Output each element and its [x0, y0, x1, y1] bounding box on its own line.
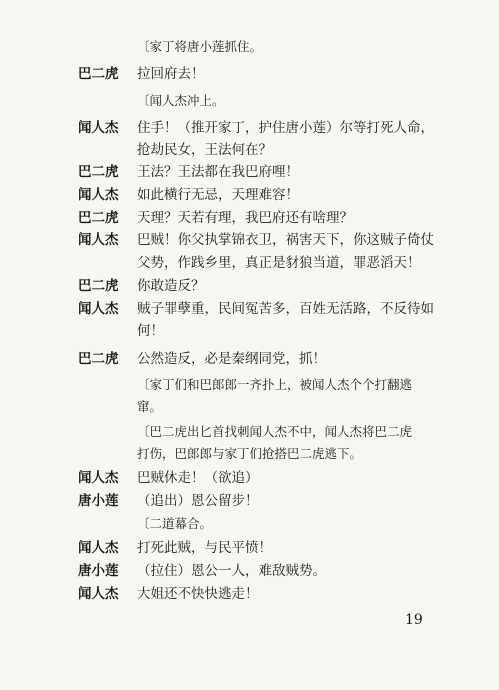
speaker-name: 闻人杰 — [78, 540, 119, 556]
dialogue-text: 拉回府去！ — [137, 66, 205, 82]
page-number: 19 — [405, 612, 423, 628]
dialogue-text: 抢劫民女，王法何在？ — [137, 142, 272, 158]
stage-direction: 〔二道幕合。 — [137, 516, 213, 531]
dialogue-text: 你敢造反？ — [137, 278, 205, 294]
speaker-name: 巴二虎 — [78, 66, 119, 82]
dialogue-text: 贼子罪孽重，民间冤苦多，百姓无活路，不反待如 — [137, 301, 434, 317]
speaker-name: 闻人杰 — [78, 586, 119, 602]
stage-direction: 〔家丁将唐小莲抓住。 — [137, 39, 263, 54]
dialogue-text: 公然造反，必是秦纲同党，抓！ — [137, 351, 326, 367]
dialogue-text: 住手！（推开家丁，护住唐小莲）尔等打死人命， — [137, 120, 434, 136]
speaker-name: 唐小莲 — [78, 493, 119, 509]
dialogue-text: 天理？天若有理，我巴府还有啥理？ — [137, 210, 353, 226]
speaker-name: 巴二虎 — [78, 351, 119, 367]
dialogue-text: 何！ — [137, 323, 164, 339]
dialogue-text: 如此横行无忌，天理难容！ — [137, 187, 299, 203]
stage-direction: 〔闻人杰冲上。 — [137, 93, 225, 108]
speaker-name: 闻人杰 — [78, 470, 119, 486]
speaker-name: 巴二虎 — [78, 278, 119, 294]
dialogue-text: 巴贼休走！（欲追） — [137, 470, 259, 486]
dialogue-text: 巴贼！你父执掌锦衣卫，祸害天下，你这贼子倚仗 — [137, 232, 434, 248]
speaker-name: 闻人杰 — [78, 232, 119, 248]
speaker-name: 巴二虎 — [78, 164, 119, 180]
stage-direction: 窜。 — [137, 399, 163, 414]
speaker-name: 巴二虎 — [78, 210, 119, 226]
stage-direction: 〔家丁们和巴郎郎一齐扑上，被闻人杰个个打翻逃 — [137, 377, 413, 392]
dialogue-text: （拉住）恩公一人，难敌贼势。 — [137, 563, 326, 579]
speaker-name: 闻人杰 — [78, 187, 119, 203]
speaker-name: 闻人杰 — [78, 120, 119, 136]
dialogue-text: （追出）恩公留步！ — [137, 493, 259, 509]
dialogue-text: 大姐还不快快逃走！ — [137, 586, 259, 602]
stage-direction: 〔巴二虎出匕首找刺闻人杰不中，闻人杰将巴二虎 — [137, 424, 413, 439]
stage-direction: 打伤，巴郎郎与家丁们抢搭巴二虎逃下。 — [137, 446, 363, 461]
speaker-name: 闻人杰 — [78, 301, 119, 317]
speaker-name: 唐小莲 — [78, 563, 119, 579]
dialogue-text: 父势，作践乡里，真正是豺狼当道，罪恶滔天！ — [137, 255, 421, 271]
dialogue-text: 王法？王法都在我巴府哩！ — [137, 164, 299, 180]
dialogue-text: 打死此贼，与民平愤！ — [137, 540, 272, 556]
